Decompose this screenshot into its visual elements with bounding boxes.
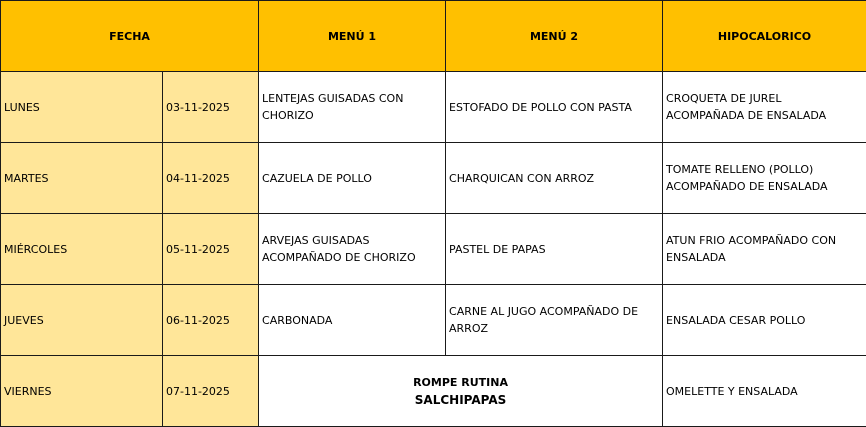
menu-2-cell: ESTOFADO DE POLLO CON PASTA <box>446 72 663 143</box>
table-row <box>1 72 866 143</box>
hipocalorico-cell: OMELETTE Y ENSALADA <box>663 356 866 427</box>
header-hipocalorico: HIPOCALORICO <box>663 1 866 72</box>
date-cell: 06-11-2025 <box>163 285 259 356</box>
menu-2-cell: CARNE AL JUGO ACOMPAÑADO DE ARROZ <box>446 285 663 356</box>
table-row <box>1 214 866 285</box>
menu-1-cell: CAZUELA DE POLLO <box>259 143 446 214</box>
hipocalorico-cell: ENSALADA CESAR POLLO <box>663 285 866 356</box>
date-cell: 05-11-2025 <box>163 214 259 285</box>
hipocalorico-cell: ATUN FRIO ACOMPAÑADO CON ENSALADA <box>663 214 866 285</box>
special-menu-title: ROMPE RUTINA <box>413 375 508 389</box>
special-menu-cell <box>259 356 663 427</box>
day-cell: JUEVES <box>1 285 163 356</box>
day-cell: LUNES <box>1 72 163 143</box>
header-row <box>1 1 866 72</box>
hipocalorico-cell: TOMATE RELLENO (POLLO) ACOMPAÑADO DE ENSALADA <box>663 143 866 214</box>
menu-1-cell: LENTEJAS GUISADAS CON CHORIZO <box>259 72 446 143</box>
table-row <box>1 285 866 356</box>
day-cell: VIERNES <box>1 356 163 427</box>
day-cell: MIÉRCOLES <box>1 214 163 285</box>
special-menu-dish: SALCHIPAPAS <box>414 392 507 407</box>
menu-2-cell: CHARQUICAN CON ARROZ <box>446 143 663 214</box>
date-cell: 07-11-2025 <box>163 356 259 427</box>
table-row <box>1 356 866 427</box>
menu-1-cell: ARVEJAS GUISADAS ACOMPAÑADO DE CHORIZO <box>259 214 446 285</box>
menu-1-cell: CARBONADA <box>259 285 446 356</box>
menu-2-cell: PASTEL DE PAPAS <box>446 214 663 285</box>
header-fecha: FECHA <box>1 1 259 72</box>
header-menu-2: MENÚ 2 <box>446 1 663 72</box>
date-cell: 03-11-2025 <box>163 72 259 143</box>
hipocalorico-cell: CROQUETA DE JUREL ACOMPAÑADA DE ENSALADA <box>663 72 866 143</box>
table-row <box>1 143 866 214</box>
date-cell: 04-11-2025 <box>163 143 259 214</box>
header-menu-1: MENÚ 1 <box>259 1 446 72</box>
day-cell: MARTES <box>1 143 163 214</box>
